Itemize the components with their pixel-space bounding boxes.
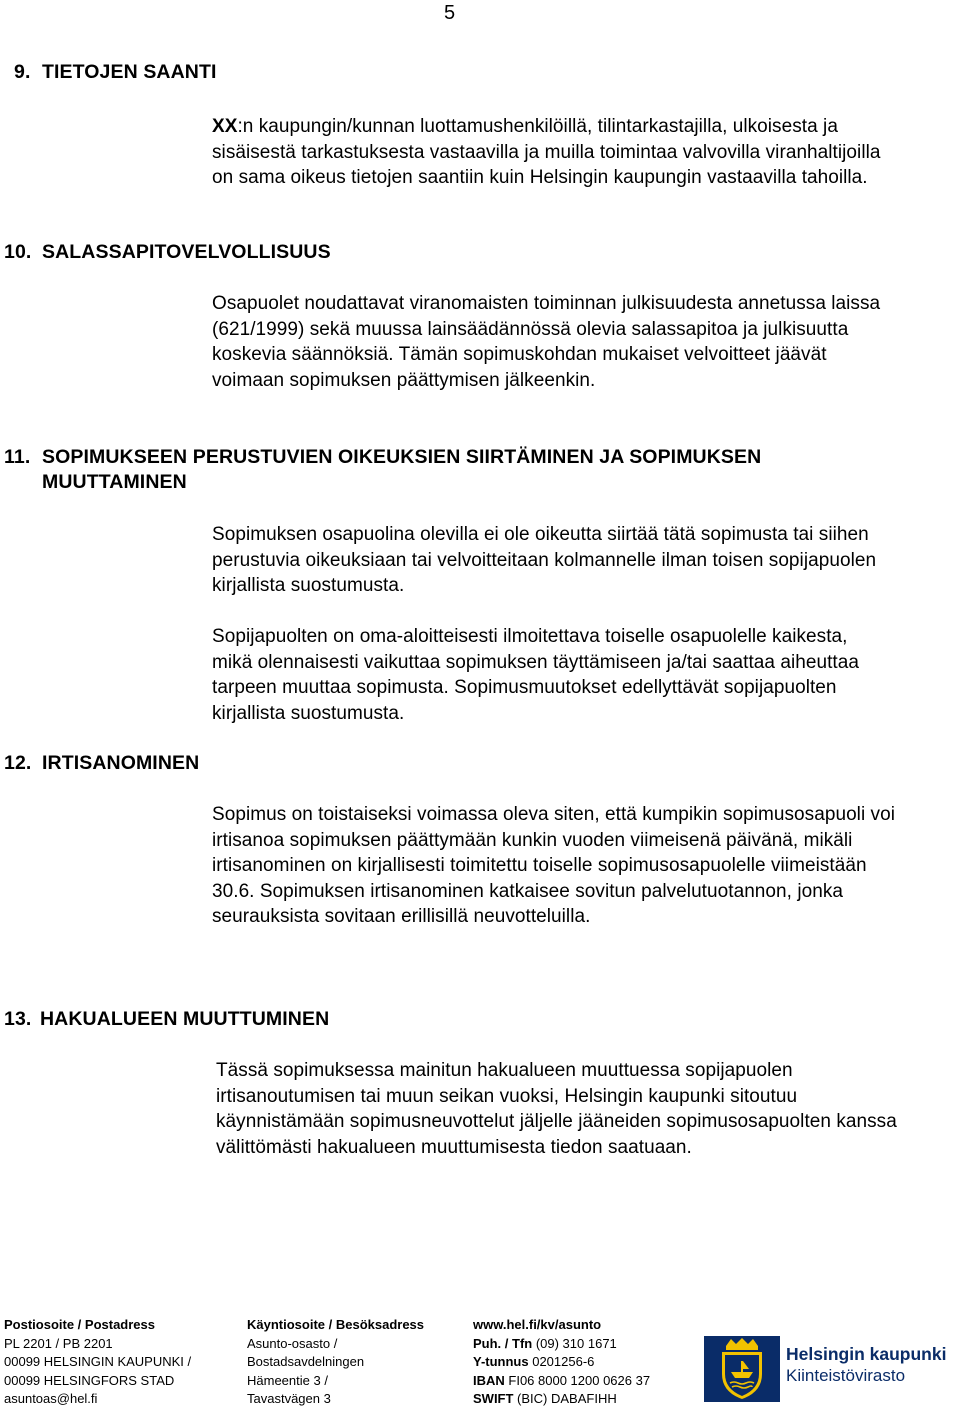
section-9-heading <box>14 60 217 85</box>
heading-title-line2: MUUTTAMINEN <box>42 471 187 493</box>
logo-text-city: Helsingin kaupunki <box>786 1344 947 1364</box>
page-number: 5 <box>444 2 456 24</box>
section-9-paragraph <box>212 114 902 191</box>
heading-number: 13. <box>4 1008 32 1030</box>
heading-title: TIETOJEN SAANTI <box>42 61 217 83</box>
heading-number: 10. <box>4 241 32 263</box>
paragraph-text: :n kaupungin/kunnan luottamushenkilöillä, tilintarkastajilla, ulkoisesta ja sisäisestä tarkastuksesta vastaavilla ja muilla toimintaa valvovilla viranhaltijoilla on sama oikeus tietojen saantiin kuin Helsingin kaupungin vastaavilla tahoilla. <box>212 116 881 189</box>
helsinki-crest-icon <box>704 1336 780 1402</box>
section-13-heading <box>4 1007 330 1032</box>
helsinki-logo <box>704 1336 954 1402</box>
section-11-paragraph-2: Sopijapuolten on oma-aloitteisesti ilmoitettava toiselle osapuolelle kaikesta, mikä olennaisesti vaikuttaa sopimuksen täyttämiseen ja/tai saattaa aiheuttaa tarpeen muuttaa sopimusta. Sopimusmuutokset edellyttävät sopijapuolten kirjallista suostumusta. <box>212 626 859 724</box>
heading-title: SOPIMUKSEEN PERUSTUVIEN OIKEUKSIEN SIIRTÄMINEN JA SOPIMUKSEN <box>42 446 762 468</box>
footer-contact-info: www.hel.fi/kv/asunto Puh. / Tfn (09) 310 1671 Y-tunnus 0201256-6 IBAN FI06 8000 1200 0626 37 SWIFT (BIC) DABAFIHH <box>473 1317 651 1406</box>
footer-label: Käyntiosoite / Besöksadress <box>247 1317 425 1332</box>
heading-title: HAKUALUEEN MUUTTUMINEN <box>40 1008 330 1030</box>
footer-email-link[interactable]: asuntoas@hel.fi <box>4 1391 98 1406</box>
logo-text-department: Kiinteistövirasto <box>786 1366 906 1385</box>
heading-number: 11. <box>4 446 31 468</box>
footer-label: Postiosoite / Postadress <box>4 1317 155 1332</box>
section-12-paragraph: Sopimus on toistaiseksi voimassa oleva siten, että kumpikin sopimusosapuoli voi irtisanoa sopimuksen päättymään kunkin vuoden viimeisenä päivänä, mikäli irtisanominen on kirjallisesti toimitettu toiselle sopimusosapuolelle viimeistään 30.6. Sopimuksen irtisanominen katkaisee sovitun palvelutuotannon, jonka seurauksista sovitaan erillisillä neuvotteluilla. <box>212 804 895 928</box>
heading-number: 9. <box>14 61 31 83</box>
bold-prefix: XX <box>212 116 238 137</box>
section-11-paragraph: Sopimuksen osapuolina olevilla ei ole oikeutta siirtää tätä sopimusta tai siihen perustuvia oikeuksiaan tai velvoitteitaan kolmannelle ilman toisen sopijapuolen kirjallista suostumusta. <box>212 524 877 597</box>
heading-title: SALASSAPITOVELVOLLISUUS <box>42 241 331 263</box>
section-11-heading <box>4 445 904 495</box>
section-10-paragraph: Osapuolet noudattavat viranomaisten toiminnan julkisuudesta annetussa laissa (621/1999) sekä muussa lainsäädännössä olevia salassapitoa ja julkisuutta koskevia säännöksiä. Tämän sopimuskohdan mukaiset velvoitteet jäävät voimaan sopimuksen päättymisen jälkeenkin. <box>212 293 881 391</box>
footer-postal-address: Postiosoite / Postadress PL 2201 / PB 2201 00099 HELSINGIN KAUPUNKI / 00099 HELSINGFORS STAD asuntoas@hel.fi <box>4 1316 191 1409</box>
section-12-heading <box>4 751 200 776</box>
footer-visiting-address: Käyntiosoite / Besöksadress Asunto-osasto / Bostadsavdelningen Hämeentie 3 / Tavastvägen 3 <box>247 1317 425 1406</box>
section-10-heading <box>4 240 331 265</box>
footer-web-link[interactable]: www.hel.fi/kv/asunto <box>473 1317 602 1332</box>
heading-number: 12. <box>4 752 32 774</box>
heading-title: IRTISANOMINEN <box>42 752 200 774</box>
section-13-paragraph: Tässä sopimuksessa mainitun hakualueen muuttuessa sopijapuolen irtisanoutumisen tai muun seikan vuoksi, Helsingin kaupunki sitoutuu käynnistämään sopimusneuvottelut jäljelle jääneiden sopimusosapuolten kanssa välittömästi hakualueen muuttumisesta tiedon saatuaan. <box>216 1060 897 1158</box>
